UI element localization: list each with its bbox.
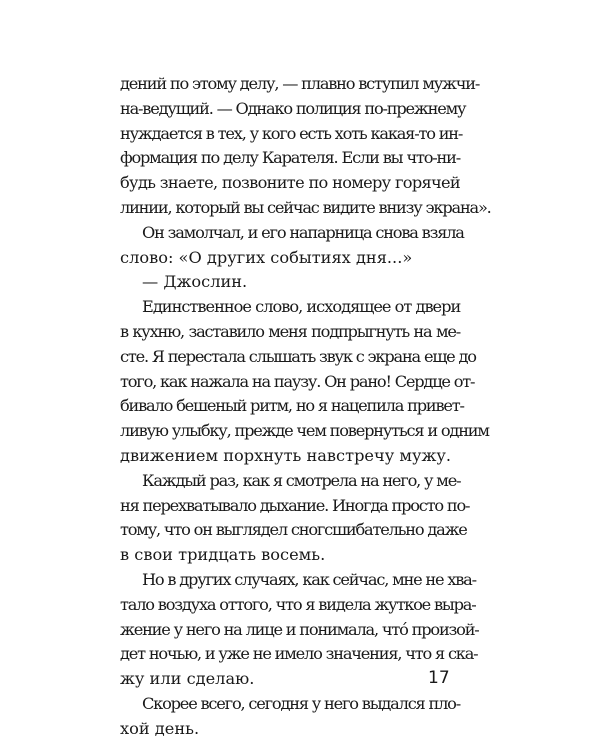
text-line: дений по этому делу, — плавно вступил мужчи- [120, 74, 480, 93]
text-line: в кухню, заставило меня подпрыгнуть на ме- [120, 321, 460, 341]
text-line: тому, что он выглядел сногсшибательно даже [120, 520, 467, 540]
body-text [120, 72, 491, 742]
text-line: нуждается в тех, у кого есть хоть какая-то ин- [120, 123, 463, 143]
text-line: сте. Я перестала слышать звук с экрана еще до [120, 346, 476, 366]
text-line: тало воздуха оттого, что я видела жуткое выра- [120, 594, 476, 614]
text-line: — Джослин. [142, 272, 248, 292]
text-line: бивало бешеный ритм, но я нацепила привет- [120, 396, 464, 416]
text-line: формация по делу Карателя. Если вы что-ни- [120, 148, 460, 168]
text-line: Но в других случаях, как сейчас, мне не хва- [142, 569, 476, 589]
text-line: ня перехватывало дыхание. Иногда просто по- [120, 495, 470, 515]
text-line: движением порхнуть навстречу мужу. [120, 445, 452, 465]
text-line: в свои тридцать восемь. [120, 545, 326, 565]
text-line: Единственное слово, исходящее от двери [142, 297, 461, 317]
text-line: будь знаете, позвоните по номеру горячей [120, 173, 460, 193]
text-line: жение у него на лице и понимала, что́ произой- [120, 619, 479, 639]
text-line: на-ведущий. — Однако полиция по-прежнему [120, 98, 466, 118]
text-line: Скорее всего, сегодня у него выдался пло- [142, 693, 460, 713]
text-line: Он замолчал, и его напарница снова взяла [142, 222, 464, 242]
text-line: того, как нажала на паузу. Он рано! Сердце от- [120, 371, 475, 391]
text-line: ливую улыбку, прежде чем повернуться и одним [120, 421, 489, 441]
page-number: 17 [428, 668, 450, 688]
text-line: Каждый раз, как я смотрела на него, у ме- [142, 470, 461, 490]
text-line: жу или сделаю. [120, 669, 255, 689]
text-line: дет ночью, и уже не имело значения, что я ска- [120, 644, 478, 664]
text-line: хой день. [120, 718, 200, 738]
text-line: слово: «О других событиях дня...» [120, 247, 413, 267]
text-line: линии, который вы сейчас видите внизу экрана». [120, 197, 491, 217]
